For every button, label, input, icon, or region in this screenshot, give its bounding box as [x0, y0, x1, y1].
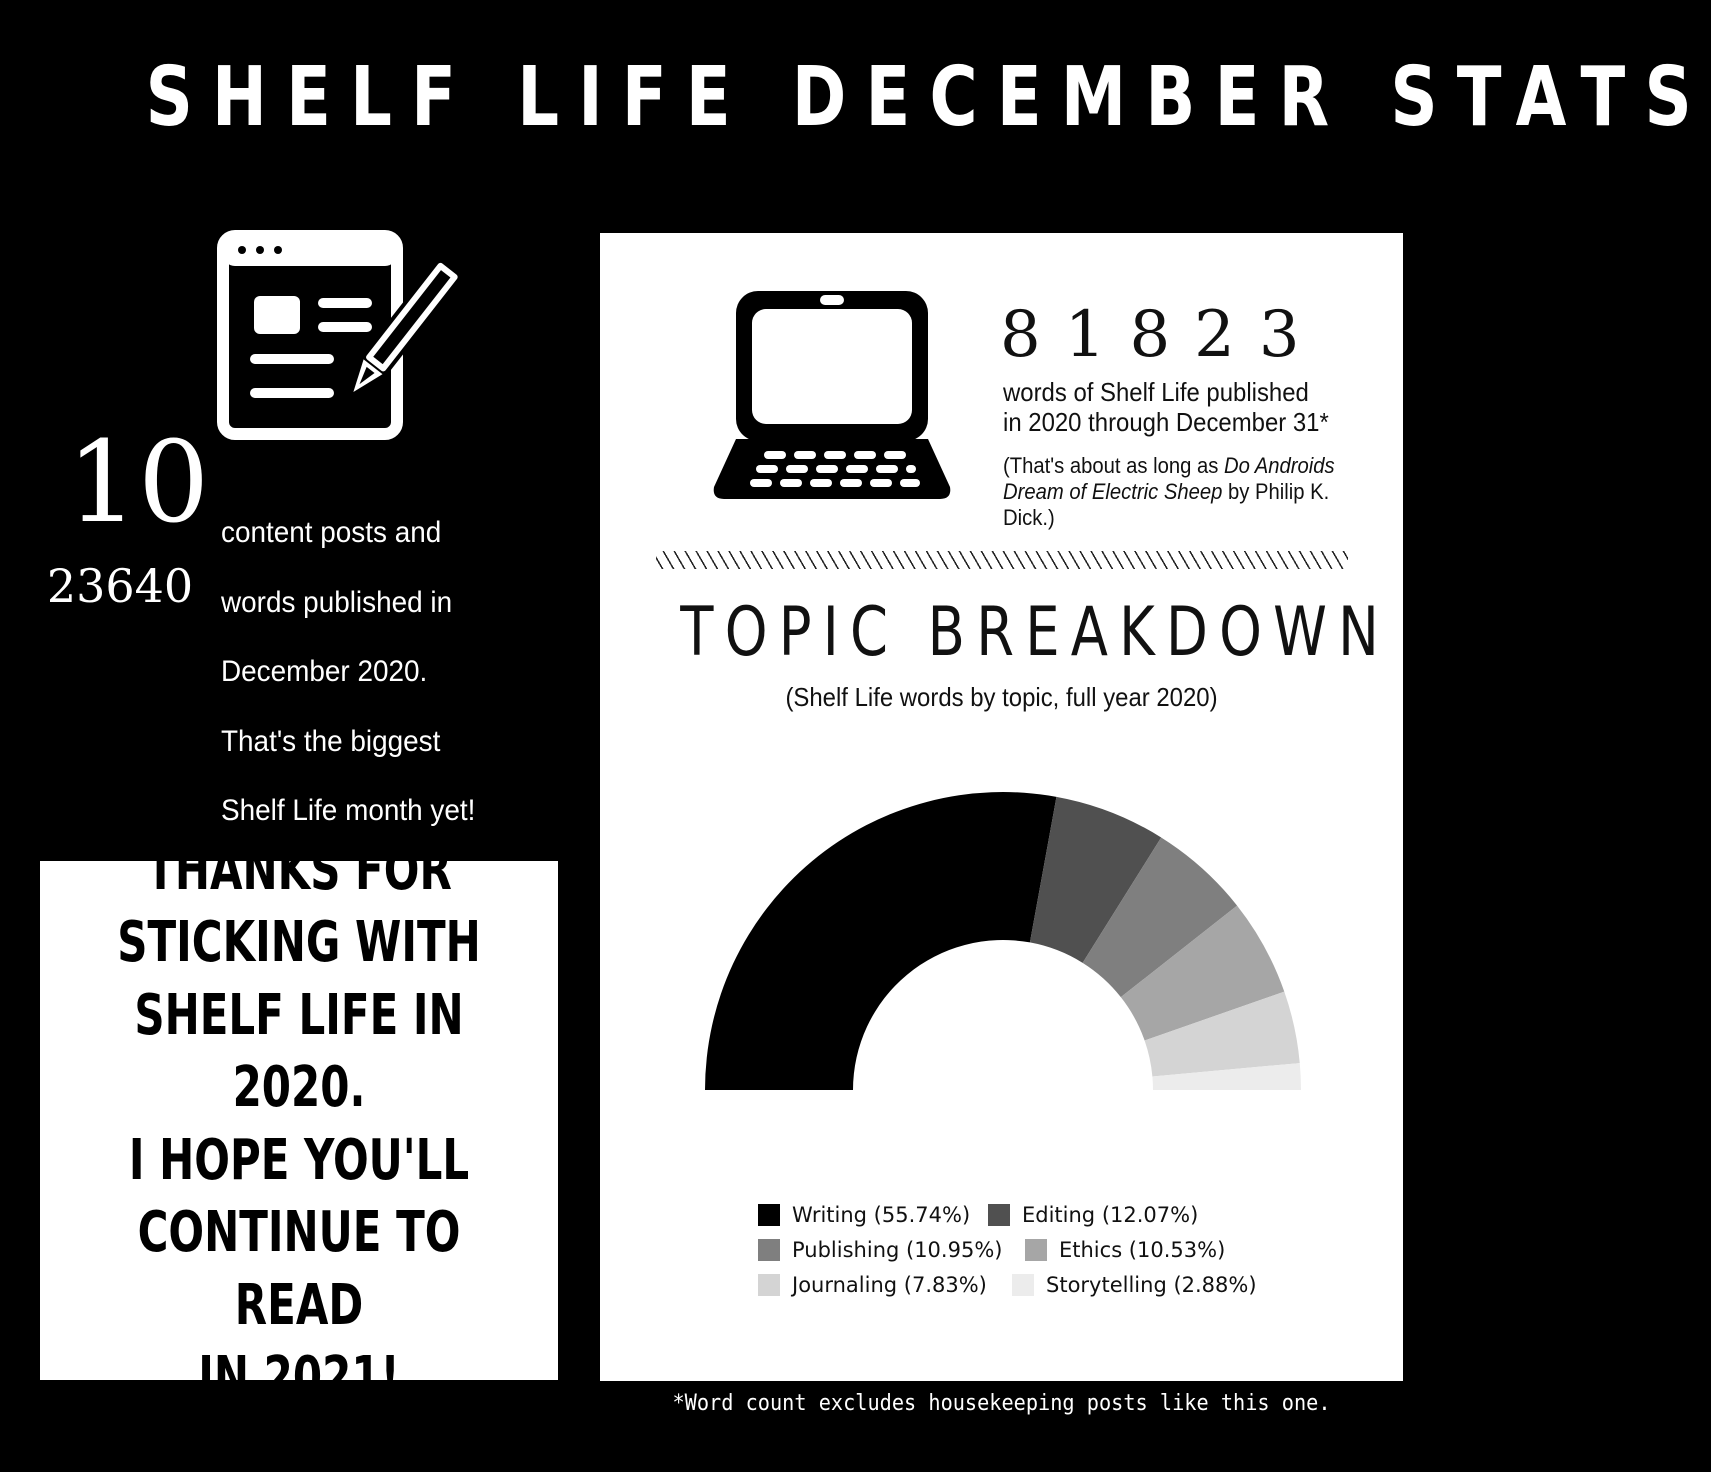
legend-label: Writing (55.74%)	[792, 1203, 971, 1227]
legend-item-storytelling	[1012, 1271, 1257, 1299]
legend-swatch	[758, 1274, 780, 1296]
legend-label: Journaling (7.83%)	[792, 1273, 987, 1297]
december-word-count: 23640	[46, 559, 194, 613]
chart-subtitle: (Shelf Life words by topic, full year 2020)	[785, 682, 1218, 712]
word-count-description: words of Shelf Life published in 2020 through December 31*	[1003, 377, 1329, 437]
legend-item-writing	[758, 1201, 970, 1229]
posts-line: Shelf Life month yet!	[221, 794, 476, 827]
legend-item-editing	[988, 1201, 1198, 1229]
hatched-divider	[656, 551, 1348, 569]
posts-line: content posts and	[221, 516, 442, 549]
thanks-message: THANKS FOR STICKING WITH SHELF LIFE IN 2020. I HOPE YOU'LL CONTINUE TO READ IN 2021!	[117, 837, 481, 1410]
chart-title: TOPIC BREAKDOWN	[680, 593, 1391, 672]
topic-donut-chart	[600, 753, 1403, 1133]
legend-swatch	[1012, 1274, 1034, 1296]
year-word-count: 81823	[1000, 298, 1324, 372]
footnote: *Word count excludes housekeeping posts like this one.	[672, 1391, 1331, 1416]
comparison-suffix: by Philip K. Dick.)	[1003, 479, 1330, 530]
legend-swatch	[988, 1204, 1010, 1226]
donut-slice-writing	[705, 792, 1056, 1090]
laptop-icon	[712, 287, 952, 505]
comparison-prefix: (That's about as long as	[1003, 453, 1225, 478]
posts-line: words published in	[221, 585, 453, 619]
legend-swatch	[758, 1239, 780, 1261]
legend-label: Editing (12.07%)	[1022, 1203, 1199, 1227]
legend-label: Publishing (10.95%)	[792, 1238, 1003, 1262]
legend-item-publishing	[758, 1236, 1002, 1264]
legend-label: Storytelling (2.88%)	[1046, 1273, 1257, 1297]
legend-label: Ethics (10.53%)	[1059, 1238, 1226, 1262]
legend-swatch	[758, 1204, 780, 1226]
chart-legend	[600, 1201, 1403, 1311]
word-count-comparison	[1003, 453, 1371, 531]
stats-panel	[600, 233, 1403, 1381]
legend-swatch	[1025, 1239, 1047, 1261]
thanks-box	[40, 837, 558, 1410]
post-count: 10	[66, 418, 210, 548]
blog-post-icon	[214, 230, 464, 445]
posts-line: December 2020.	[221, 655, 428, 688]
posts-line: That's the biggest	[221, 724, 441, 758]
legend-item-ethics	[1025, 1236, 1225, 1264]
page-title: SHELF LIFE DECEMBER STATS	[145, 50, 1711, 145]
posts-description	[221, 498, 551, 846]
legend-item-journaling	[758, 1271, 987, 1299]
book-title: Do Androids Dream of Electric Sheep	[1003, 453, 1335, 504]
